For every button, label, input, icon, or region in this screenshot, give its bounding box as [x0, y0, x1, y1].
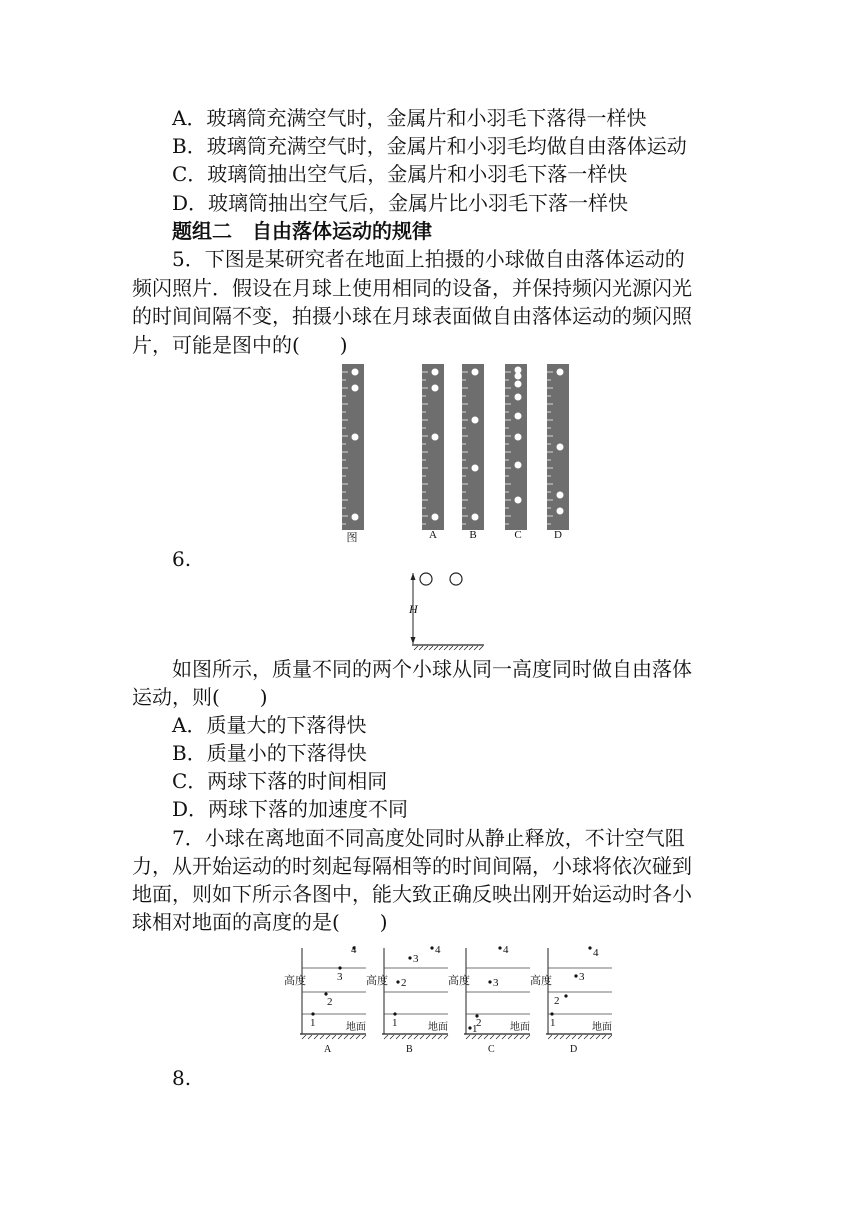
q7-line-1: 7．小球在离地面不同高度处同时从静止释放，不计空气阻 [172, 826, 685, 850]
q4-option-c: C．玻璃筒抽出空气后，金属片和小羽毛下落一样快 [172, 162, 628, 186]
q5-line-4: 片，可能是图中的( ) [132, 333, 348, 357]
ball-number: 4 [435, 944, 441, 956]
ball-number: 2 [476, 1017, 482, 1029]
strobe-label-ref: 图 [346, 532, 358, 544]
ball-number: 1 [310, 1017, 316, 1029]
strobe-ruler-d [547, 364, 569, 530]
q7-line-3: 地面，则如下所示各图中，能大致正确反映出刚开始运动时各小 [132, 882, 692, 906]
axis-label: 高度 [448, 975, 470, 987]
q6-option-c: C．两球下落的时间相同 [172, 769, 388, 793]
q6-two-balls-figure [404, 568, 488, 652]
strobe-ruler-b [462, 364, 484, 530]
height-panel-c [448, 944, 530, 1055]
axis-label: 高度 [530, 975, 552, 987]
q5-line-1: 5．下图是某研究者在地面上拍摄的小球做自由落体运动的 [172, 247, 685, 271]
ball-number: 4 [351, 944, 357, 956]
strobe-label-d: D [554, 529, 562, 541]
ground-label: 地面 [346, 1022, 366, 1033]
strobe-label-a: A [429, 529, 437, 541]
q6-number: 6. [172, 547, 192, 571]
strobe-ruler-c [505, 364, 527, 530]
axis-label: 高度 [284, 975, 306, 987]
ball-number: 1 [472, 1023, 478, 1035]
q6-option-d: D．两球下落的加速度不同 [172, 797, 409, 821]
panel-label-c: C [488, 1044, 495, 1055]
strobe-ruler-reference [342, 364, 364, 530]
ball-number: 2 [554, 995, 560, 1007]
q7-height-figure [284, 940, 614, 1058]
ground-label: 地面 [592, 1022, 612, 1033]
ground-label: 地面 [510, 1022, 530, 1033]
q7-line-2: 力，从开始运动的时刻起每隔相等的时间间隔，小球将依次碰到 [132, 854, 692, 878]
q6-line-2: 运动，则( ) [132, 685, 268, 709]
q6-line-1: 如图所示，质量不同的两个小球从同一高度同时做自由落体 [172, 657, 692, 681]
ball-number: 3 [579, 971, 585, 983]
q5-line-2: 频闪照片．假设在月球上使用相同的设备，并保持频闪光源闪光 [132, 276, 692, 300]
ground-label: 地面 [428, 1022, 448, 1033]
panel-label-b: B [406, 1044, 413, 1055]
ball-number: 4 [593, 947, 599, 959]
q5-strobe-figure [330, 360, 580, 546]
ball-number: 1 [392, 1017, 398, 1029]
q7-line-4: 球相对地面的高度的是( ) [132, 910, 388, 934]
q4-option-a: A．玻璃筒充满空气时，金属片和小羽毛下落得一样快 [172, 106, 647, 130]
ball-number: 3 [337, 971, 343, 983]
axis-label: 高度 [366, 975, 388, 987]
q4-option-d: D．玻璃筒抽出空气后，金属片比小羽毛下落一样快 [172, 191, 629, 215]
height-panel-a [284, 944, 366, 1055]
q5-line-3: 的时间间隔不变，拍摄小球在月球表面做自由落体运动的频闪照 [132, 304, 692, 328]
height-panel-d [530, 946, 612, 1055]
strobe-label-c: C [514, 529, 522, 541]
height-label: H [409, 602, 418, 616]
strobe-ruler-a [422, 364, 444, 530]
strobe-label-b: B [469, 529, 477, 541]
ball-number: 4 [503, 944, 509, 956]
q6-option-a: A．质量大的下落得快 [172, 713, 367, 737]
q4-option-b: B．玻璃筒充满空气时，金属片和小羽毛均做自由落体运动 [172, 134, 687, 158]
section-title: 题组二 自由落体运动的规律 [172, 219, 432, 243]
panel-label-d: D [570, 1044, 578, 1055]
q6-option-b: B．质量小的下落得快 [172, 741, 367, 765]
height-panel-b [366, 944, 448, 1055]
ball-number: 1 [550, 1017, 556, 1029]
panel-label-a: A [324, 1044, 332, 1055]
ball-number: 3 [413, 953, 419, 965]
q8-number: 8. [172, 1066, 192, 1090]
ball-number: 2 [401, 977, 407, 989]
ball-number: 3 [493, 977, 499, 989]
ball-number: 2 [327, 996, 333, 1008]
